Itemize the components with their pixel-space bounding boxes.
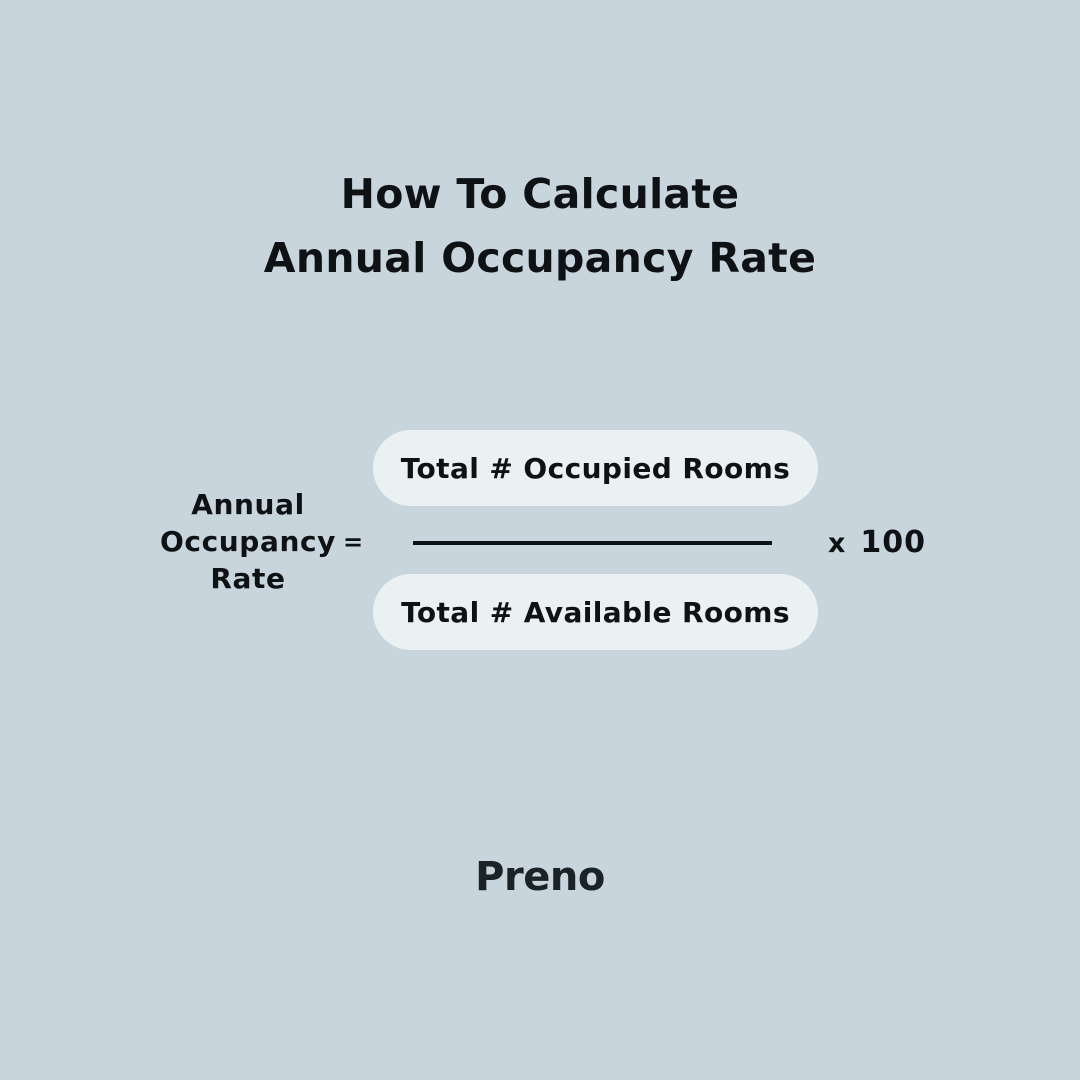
equals-sign: = xyxy=(343,528,364,556)
numerator-label: Total # Occupied Rooms xyxy=(400,451,791,485)
page-title xyxy=(0,162,1080,290)
formula-lhs-word-2: Occupancy xyxy=(159,525,337,558)
formula-lhs-word-3: Rate xyxy=(210,562,286,595)
denominator-pill xyxy=(373,574,818,650)
formula-lhs-word-1: Annual xyxy=(191,488,305,521)
title-line-1: How To Calculate xyxy=(340,170,740,218)
multiplier xyxy=(828,524,926,563)
title-line-2: Annual Occupancy Rate xyxy=(263,234,817,282)
times-sign: x xyxy=(828,528,847,559)
brand-logo: Preno xyxy=(475,854,605,900)
multiplier-value: 100 xyxy=(860,525,927,560)
numerator-pill xyxy=(373,430,818,506)
formula-lhs xyxy=(148,486,348,597)
fraction-bar xyxy=(413,541,772,545)
denominator-label: Total # Available Rooms xyxy=(401,595,790,629)
